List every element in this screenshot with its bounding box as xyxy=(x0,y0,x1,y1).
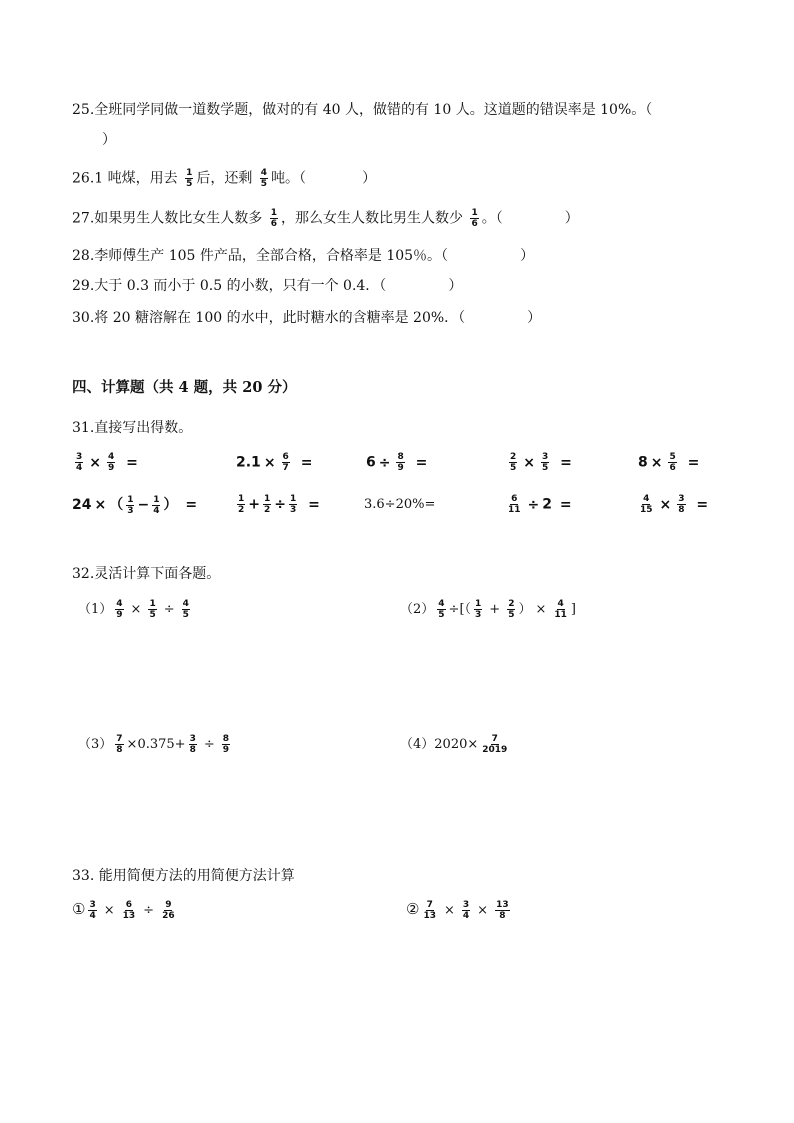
q29-text: 29.大于 0.3 而小于 0.5 的小数，只有一个 0.4．（ xyxy=(72,278,387,294)
q25-text: 25.全班同学同做一道数学题，做对的有 40 人，做错的有 10 人。这道题的错误率是 10%。（ xyxy=(72,102,653,118)
q31-item-4: $\frac{2}{5}$ × $\frac{3}{5}$ = xyxy=(510,452,572,473)
q26-fraction-1: $\frac{1}{5}$ xyxy=(186,168,193,189)
q31-item-1: $\frac{3}{4}$ × $\frac{4}{9}$ = xyxy=(76,452,138,473)
question-27 xyxy=(72,208,579,229)
question-29 xyxy=(72,276,462,296)
q33-title: 33. 能用简便方法的用简便方法计算 xyxy=(72,868,295,884)
q32-expression-3: （3） $\frac{7}{8}$ ×0.375+ $\frac{3}{8}$ ÷ $\frac{8}{9}$ xyxy=(78,734,229,755)
q29-close: ） xyxy=(448,278,463,294)
q32-expression-2: （2） $\frac{4}{5}$ ÷[（ $\frac{1}{3}$ + $\frac{2}{5}$ ） × $\frac{4}{11}$ ] xyxy=(400,599,576,620)
question-25 xyxy=(72,100,652,120)
question-28 xyxy=(72,246,534,266)
q33-expression-2: ② $\frac{7}{13}$ × $\frac{3}{4}$ × $\frac{13}{8}$ xyxy=(406,900,509,921)
question-26 xyxy=(72,168,376,189)
q31-item-6: 24 × （ $\frac{1}{3}$ − $\frac{1}{4}$ ） = xyxy=(72,494,198,516)
question-25-answer-blank[interactable] xyxy=(102,130,116,150)
section-heading: 四、计算题（共 4 题，共 20 分） xyxy=(72,379,297,396)
q26-close: ） xyxy=(362,170,377,187)
q26-text-a: 26.1 吨煤，用去 xyxy=(72,170,178,187)
q27-text-a: 27.如果男生人数比女生人数多 xyxy=(72,210,263,227)
q27-text-c: 。（ xyxy=(481,210,503,227)
q31-item-10: $\frac{4}{15}$ × $\frac{3}{8}$ = xyxy=(640,494,709,515)
q27-close: ） xyxy=(564,210,579,227)
q31-title: 31.直接写出得数。 xyxy=(72,420,193,436)
q31-item-3: 6 ÷ $\frac{8}{9}$ = xyxy=(366,452,428,473)
q30-close: ） xyxy=(527,310,542,326)
q33-expression-1: ① $\frac{3}{4}$ × $\frac{6}{13}$ ÷ $\frac{9}{26}$ xyxy=(72,900,175,921)
question-30 xyxy=(72,308,541,328)
q30-text: 30.将 20 糖溶解在 100 的水中，此时糖水的含糖率是 20%．（ xyxy=(72,310,466,326)
q31-item-9: $\frac{6}{11}$ ÷ 2 = xyxy=(508,494,572,515)
q28-text: 28.李师傅生产 105 件产品，全部合格，合格率是 105％。（ xyxy=(72,248,449,264)
q31-item-7: $\frac{1}{2}$ + $\frac{1}{2}$ ÷ $\frac{1}{3}$ = xyxy=(238,494,320,515)
q31-item-2: 2.1 × $\frac{6}{7}$ = xyxy=(236,452,313,473)
q32-expression-1: （1） $\frac{4}{9}$ × $\frac{1}{5}$ ÷ $\frac{4}{5}$ xyxy=(78,599,189,620)
q31-item-8: 3.6÷20%= xyxy=(364,497,436,512)
q31-item-5: 8 × $\frac{5}{6}$ = xyxy=(638,452,700,473)
q26-fraction-2: $\frac{4}{5}$ xyxy=(260,168,268,189)
q27-fraction-2: $\frac{1}{6}$ xyxy=(471,208,478,229)
q32-expression-4: （4）2020× $\frac{7}{2019}$ xyxy=(400,734,508,755)
q27-text-b: ，那么女生人数比男生人数少 xyxy=(280,210,463,227)
q26-text-b: 后，还剩 xyxy=(196,170,253,187)
q26-text-c: 吨。（ xyxy=(271,170,307,187)
q27-fraction-1: $\frac{1}{6}$ xyxy=(270,208,277,229)
q32-title: 32.灵活计算下面各题。 xyxy=(72,566,221,582)
q25-close: ） xyxy=(102,132,116,148)
q28-close: ） xyxy=(520,248,535,264)
